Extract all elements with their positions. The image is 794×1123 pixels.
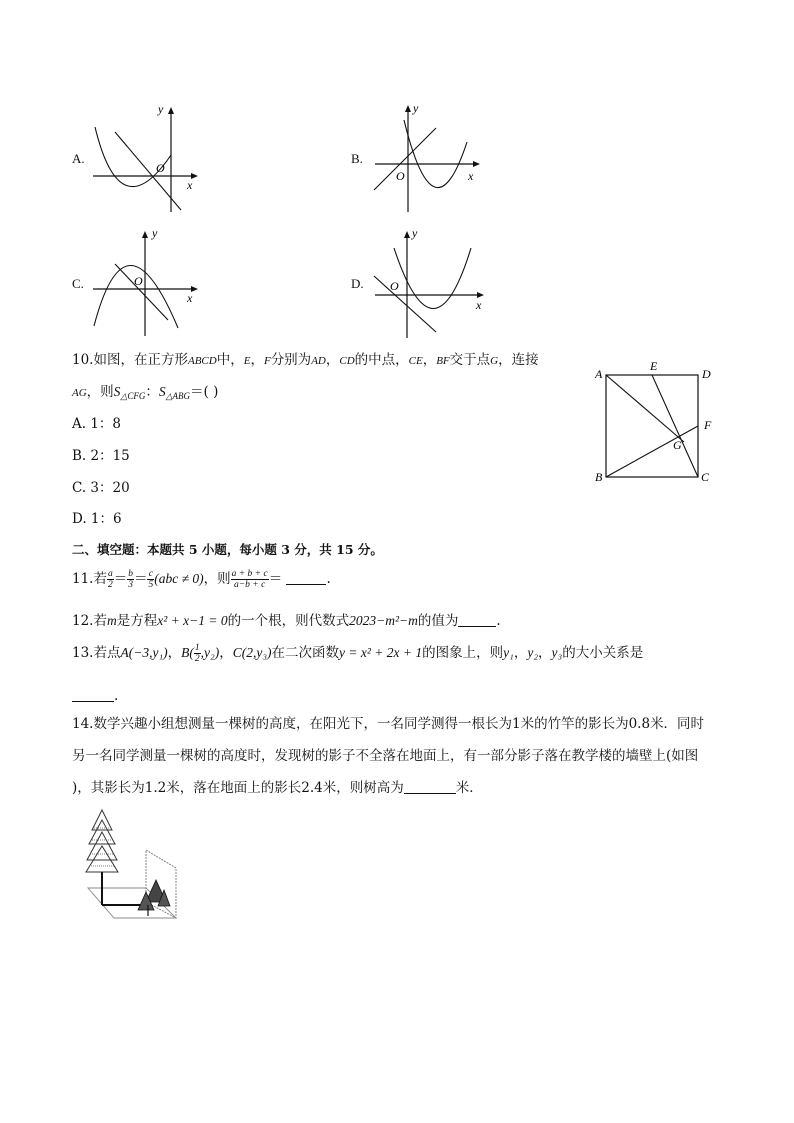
q13-answer-blank[interactable]	[72, 689, 114, 702]
q12: 12.若m是方程x² + x−1 = 0的一个根，则代数式2023−m²−m的值为 .	[72, 613, 501, 629]
origin-label: O	[390, 279, 399, 293]
x-label: x	[187, 178, 193, 192]
q14-line2: 另一名同学测量一棵树的高度时，发现树的影子不全落在地面上，有一部分影子落在教学楼的墙壁上(如图	[72, 748, 699, 764]
label-g: G	[673, 438, 682, 452]
q13-answer-line: .	[72, 686, 118, 706]
y-axis-arrow-icon	[142, 231, 148, 238]
x-axis-arrow-icon	[473, 161, 480, 167]
origin-label: O	[134, 274, 143, 288]
parabola	[95, 127, 171, 187]
label-f: F	[704, 418, 712, 432]
segment-bf	[606, 426, 698, 477]
y-label: y	[158, 102, 164, 116]
q13: 13.若点A(−3,y₁)，B( $\frac{1}{2}$ ,y₂)，C(2,y₃)在二次函数y = x² + 2x + 1的图象上，则y₁，y₂，y₃的大小关系是	[72, 643, 644, 664]
label-c: C	[701, 470, 710, 484]
q10-number: 10.	[72, 352, 94, 368]
q10-option-a: A. 1：8	[72, 416, 122, 432]
x-label: x	[187, 291, 193, 305]
x-label: x	[476, 298, 482, 312]
option-c-graph	[88, 224, 208, 339]
origin-label: O	[156, 161, 165, 175]
segment-ce	[652, 375, 698, 477]
x-label: x	[468, 169, 474, 183]
option-d-label: D.	[351, 276, 364, 291]
y-axis-arrow-icon	[404, 231, 410, 238]
q14-line3: )，其影长为1.2米，落在地面上的影长2.4米，则树高为 米．	[72, 780, 483, 796]
origin-label: O	[396, 169, 405, 183]
option-c-label: C.	[72, 276, 84, 291]
label-d: D	[702, 367, 711, 381]
square-abcd	[606, 375, 698, 477]
shadow-tree-icon	[138, 880, 170, 916]
q10-option-b: B. 2：15	[72, 448, 130, 464]
segment-ag	[606, 375, 684, 442]
option-b-graph	[370, 98, 490, 216]
label-b: B	[595, 470, 603, 484]
q14-tree-figure	[84, 808, 184, 923]
section-2-heading: 二、填空题：本题共 5 小题，每小题 3 分，共 15 分。	[72, 542, 383, 557]
option-a-label: A.	[72, 151, 85, 166]
q11: 11.若 $\frac{a}{2}$ ＝ $\frac{b}{3}$ ＝ $\frac{c}{5}$ (abc ≠ 0)，则 $\frac{a + b + c}{a-b + c}$ ＝ .	[72, 569, 331, 590]
q10-square-figure	[590, 356, 720, 491]
y-label: y	[413, 101, 419, 115]
q10-line1: 10.如图，在正方形ABCD中，E，F分别为AD，CD的中点，CE，BF交于点G，连接	[72, 352, 539, 368]
option-d-graph	[370, 224, 490, 342]
label-e: E	[650, 359, 658, 373]
q11-answer-blank[interactable]	[286, 572, 326, 585]
parabola	[404, 120, 467, 188]
q12-answer-blank[interactable]	[458, 614, 496, 627]
q10-option-c: C. 3：20	[72, 480, 130, 496]
q10-line2: AG，则$S_{\triangle CFG}$：$S_{\triangle ABG}=$( )	[72, 384, 219, 401]
y-label: y	[152, 226, 158, 240]
q14-line1: 14.数学兴趣小组想测量一棵树的高度，在阳光下，一名同学测得一根长为1米的竹竿的影长为0.8米．同时	[72, 716, 705, 732]
option-a-graph	[88, 100, 208, 215]
q10-option-d: D. 1：6	[72, 511, 122, 527]
y-axis-arrow-icon	[168, 107, 174, 114]
y-axis-arrow-icon	[405, 105, 411, 112]
parabola	[394, 248, 471, 309]
q14-answer-blank[interactable]	[404, 781, 456, 794]
line	[374, 276, 436, 332]
y-label: y	[412, 226, 418, 240]
label-a: A	[595, 367, 603, 381]
option-b-label: B.	[351, 151, 363, 166]
